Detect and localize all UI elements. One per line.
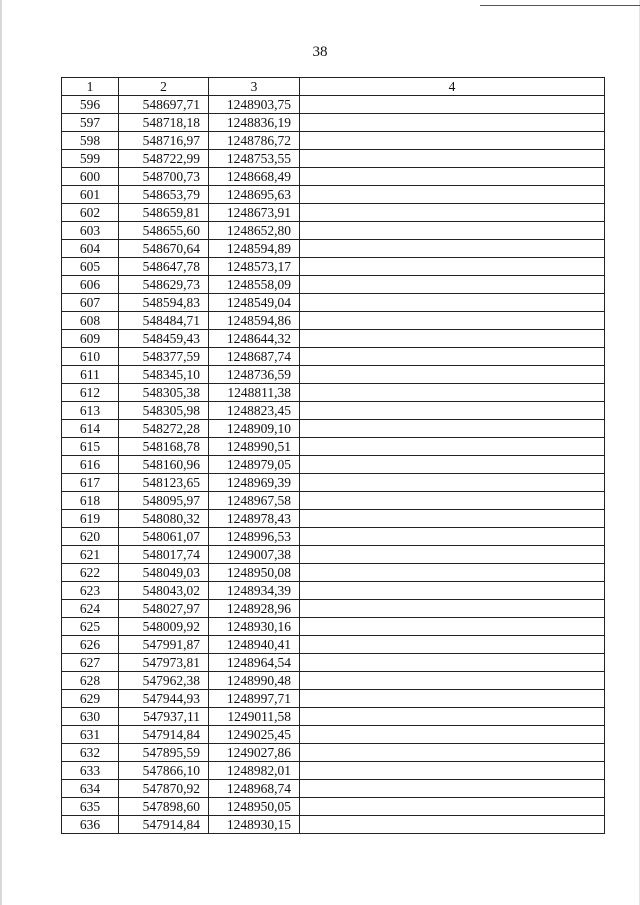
table-row [62, 564, 605, 582]
table-cell-col-3: 1248573,17 [209, 258, 300, 276]
table-cell-col-1: 617 [62, 474, 119, 492]
table-cell-col-1: 616 [62, 456, 119, 474]
table-cell-col-1: 625 [62, 618, 119, 636]
table-cell-col-3: 1248934,39 [209, 582, 300, 600]
table-cell-col-1: 635 [62, 798, 119, 816]
table-cell-col-4 [300, 150, 605, 168]
table-cell-col-4 [300, 762, 605, 780]
table-cell-col-4 [300, 492, 605, 510]
table-cell-col-1: 634 [62, 780, 119, 798]
table-cell-col-2: 547898,60 [119, 798, 209, 816]
table-cell-col-4 [300, 636, 605, 654]
table-cell-col-1: 598 [62, 132, 119, 150]
table-cell-col-1: 596 [62, 96, 119, 114]
table-row [62, 528, 605, 546]
table-cell-col-1: 632 [62, 744, 119, 762]
table-row [62, 654, 605, 672]
table-cell-col-3: 1248687,74 [209, 348, 300, 366]
table-cell-col-1: 636 [62, 816, 119, 834]
table-row [62, 240, 605, 258]
table-cell-col-2: 548484,71 [119, 312, 209, 330]
table-row [62, 744, 605, 762]
table-cell-col-4 [300, 348, 605, 366]
table-cell-col-2: 548009,92 [119, 618, 209, 636]
table-cell-col-3: 1248979,05 [209, 456, 300, 474]
table-cell-col-1: 613 [62, 402, 119, 420]
table-cell-col-4 [300, 204, 605, 222]
table-row [62, 492, 605, 510]
table-cell-col-3: 1248964,54 [209, 654, 300, 672]
table-cell-col-3: 1248940,41 [209, 636, 300, 654]
table-cell-col-4 [300, 330, 605, 348]
table-cell-col-4 [300, 366, 605, 384]
table-cell-col-4 [300, 744, 605, 762]
table-cell-col-1: 633 [62, 762, 119, 780]
table-cell-col-4 [300, 474, 605, 492]
table-cell-col-3: 1248969,39 [209, 474, 300, 492]
table-cell-col-4 [300, 510, 605, 528]
table-cell-col-1: 623 [62, 582, 119, 600]
table-cell-col-3: 1248594,89 [209, 240, 300, 258]
table-cell-col-3: 1248990,48 [209, 672, 300, 690]
table-cell-col-4 [300, 600, 605, 618]
table-cell-col-1: 628 [62, 672, 119, 690]
table-cell-col-2: 547914,84 [119, 726, 209, 744]
table-row [62, 204, 605, 222]
table-cell-col-1: 611 [62, 366, 119, 384]
table-cell-col-1: 629 [62, 690, 119, 708]
table-row [62, 798, 605, 816]
table-row [62, 420, 605, 438]
table-cell-col-4 [300, 438, 605, 456]
table-row [62, 726, 605, 744]
table-row [62, 312, 605, 330]
coordinates-table [61, 77, 605, 834]
table-cell-col-3: 1248736,59 [209, 366, 300, 384]
table-row [62, 816, 605, 834]
table-row [62, 456, 605, 474]
table-cell-col-4 [300, 528, 605, 546]
table-cell-col-3: 1248930,16 [209, 618, 300, 636]
table-row [62, 276, 605, 294]
table-row [62, 96, 605, 114]
table-row [62, 636, 605, 654]
table-cell-col-4 [300, 258, 605, 276]
table-cell-col-3: 1248990,51 [209, 438, 300, 456]
table-cell-col-4 [300, 780, 605, 798]
table-cell-col-4 [300, 672, 605, 690]
table-cell-col-2: 547944,93 [119, 690, 209, 708]
table-row [62, 132, 605, 150]
table-row [62, 402, 605, 420]
table-cell-col-2: 548629,73 [119, 276, 209, 294]
table-cell-col-2: 548095,97 [119, 492, 209, 510]
table-cell-col-3: 1248549,04 [209, 294, 300, 312]
table-cell-col-4 [300, 312, 605, 330]
table-cell-col-1: 620 [62, 528, 119, 546]
table-cell-col-1: 630 [62, 708, 119, 726]
table-cell-col-3: 1248930,15 [209, 816, 300, 834]
table-cell-col-1: 603 [62, 222, 119, 240]
table-cell-col-3: 1248668,49 [209, 168, 300, 186]
table-cell-col-4 [300, 168, 605, 186]
table-cell-col-4 [300, 726, 605, 744]
table-cell-col-1: 621 [62, 546, 119, 564]
table-cell-col-3: 1248558,09 [209, 276, 300, 294]
table-cell-col-3: 1248909,10 [209, 420, 300, 438]
table-cell-col-4 [300, 402, 605, 420]
table-row [62, 672, 605, 690]
table-cell-col-1: 599 [62, 150, 119, 168]
table-cell-col-2: 547870,92 [119, 780, 209, 798]
table-cell-col-1: 631 [62, 726, 119, 744]
table-cell-col-3: 1248968,74 [209, 780, 300, 798]
table-cell-col-4 [300, 456, 605, 474]
table-row [62, 168, 605, 186]
table-row [62, 780, 605, 798]
table-cell-col-3: 1249011,58 [209, 708, 300, 726]
table-cell-col-3: 1248811,38 [209, 384, 300, 402]
table-cell-col-1: 602 [62, 204, 119, 222]
table-cell-col-4 [300, 132, 605, 150]
column-header-1: 1 [62, 78, 119, 96]
table-cell-col-3: 1248997,71 [209, 690, 300, 708]
table-cell-col-2: 548168,78 [119, 438, 209, 456]
column-header-2: 2 [119, 78, 209, 96]
table-cell-col-2: 548377,59 [119, 348, 209, 366]
table-cell-col-2: 548594,83 [119, 294, 209, 312]
table-cell-col-4 [300, 618, 605, 636]
top-rule [480, 5, 640, 6]
table-cell-col-4 [300, 114, 605, 132]
table-cell-col-4 [300, 546, 605, 564]
table-cell-col-1: 624 [62, 600, 119, 618]
table-row [62, 600, 605, 618]
table-cell-col-1: 608 [62, 312, 119, 330]
table-cell-col-3: 1249027,86 [209, 744, 300, 762]
table-row [62, 258, 605, 276]
column-header-4: 4 [300, 78, 605, 96]
table-row [62, 222, 605, 240]
table-cell-col-2: 548659,81 [119, 204, 209, 222]
table-cell-col-3: 1249025,45 [209, 726, 300, 744]
table-cell-col-2: 548722,99 [119, 150, 209, 168]
table-row [62, 366, 605, 384]
table-row [62, 762, 605, 780]
table-cell-col-1: 615 [62, 438, 119, 456]
table-row [62, 708, 605, 726]
table-cell-col-1: 622 [62, 564, 119, 582]
table-cell-col-1: 612 [62, 384, 119, 402]
table-cell-col-4 [300, 654, 605, 672]
table-cell-col-2: 547866,10 [119, 762, 209, 780]
table-cell-col-4 [300, 690, 605, 708]
table-cell-col-2: 548700,73 [119, 168, 209, 186]
table-cell-col-1: 610 [62, 348, 119, 366]
table-cell-col-3: 1248652,80 [209, 222, 300, 240]
table-cell-col-3: 1248967,58 [209, 492, 300, 510]
table-row [62, 690, 605, 708]
table-cell-col-4 [300, 294, 605, 312]
table-cell-col-2: 548061,07 [119, 528, 209, 546]
table-row [62, 438, 605, 456]
table-cell-col-2: 547937,11 [119, 708, 209, 726]
table-row [62, 546, 605, 564]
table-row [62, 186, 605, 204]
table-cell-col-1: 604 [62, 240, 119, 258]
table-cell-col-4 [300, 708, 605, 726]
table-cell-col-3: 1248786,72 [209, 132, 300, 150]
table-cell-col-3: 1248753,55 [209, 150, 300, 168]
table-cell-col-4 [300, 186, 605, 204]
table-cell-col-2: 548655,60 [119, 222, 209, 240]
table-cell-col-2: 547991,87 [119, 636, 209, 654]
table-cell-col-2: 548647,78 [119, 258, 209, 276]
table-cell-col-3: 1248673,91 [209, 204, 300, 222]
table-cell-col-3: 1248823,45 [209, 402, 300, 420]
table-row [62, 114, 605, 132]
table-row [62, 348, 605, 366]
table-cell-col-1: 627 [62, 654, 119, 672]
table-cell-col-3: 1248594,86 [209, 312, 300, 330]
table-cell-col-3: 1248982,01 [209, 762, 300, 780]
table-row [62, 618, 605, 636]
table-header-row [62, 78, 605, 96]
table-cell-col-1: 626 [62, 636, 119, 654]
table-cell-col-4 [300, 798, 605, 816]
table-cell-col-1: 600 [62, 168, 119, 186]
table-row [62, 474, 605, 492]
table-row [62, 150, 605, 168]
table-body [62, 96, 605, 834]
table-cell-col-3: 1249007,38 [209, 546, 300, 564]
table-cell-col-2: 548653,79 [119, 186, 209, 204]
table-cell-col-4 [300, 240, 605, 258]
table-cell-col-1: 609 [62, 330, 119, 348]
table-cell-col-2: 548670,64 [119, 240, 209, 258]
table-row [62, 582, 605, 600]
table-row [62, 510, 605, 528]
table-cell-col-2: 548123,65 [119, 474, 209, 492]
table-cell-col-3: 1248928,96 [209, 600, 300, 618]
table-cell-col-2: 548272,28 [119, 420, 209, 438]
table-cell-col-3: 1248996,53 [209, 528, 300, 546]
table-cell-col-2: 548459,43 [119, 330, 209, 348]
table-row [62, 330, 605, 348]
table-cell-col-2: 548017,74 [119, 546, 209, 564]
table-cell-col-1: 618 [62, 492, 119, 510]
table-cell-col-2: 548305,38 [119, 384, 209, 402]
table-cell-col-1: 614 [62, 420, 119, 438]
table-cell-col-1: 601 [62, 186, 119, 204]
table-cell-col-4 [300, 96, 605, 114]
table-cell-col-3: 1248978,43 [209, 510, 300, 528]
table-cell-col-2: 547973,81 [119, 654, 209, 672]
table-cell-col-2: 548697,71 [119, 96, 209, 114]
table-cell-col-3: 1248836,19 [209, 114, 300, 132]
table-cell-col-2: 547962,38 [119, 672, 209, 690]
table-cell-col-2: 547895,59 [119, 744, 209, 762]
table-cell-col-2: 547914,84 [119, 816, 209, 834]
table-cell-col-3: 1248950,08 [209, 564, 300, 582]
table-cell-col-2: 548080,32 [119, 510, 209, 528]
table-cell-col-4 [300, 276, 605, 294]
table-cell-col-1: 597 [62, 114, 119, 132]
table-cell-col-4 [300, 582, 605, 600]
table-cell-col-2: 548043,02 [119, 582, 209, 600]
table-cell-col-2: 548305,98 [119, 402, 209, 420]
table-cell-col-4 [300, 420, 605, 438]
table-cell-col-1: 606 [62, 276, 119, 294]
table-row [62, 294, 605, 312]
column-header-3: 3 [209, 78, 300, 96]
table-cell-col-2: 548027,97 [119, 600, 209, 618]
table-row [62, 384, 605, 402]
table-cell-col-3: 1248695,63 [209, 186, 300, 204]
table-cell-col-2: 548345,10 [119, 366, 209, 384]
table-cell-col-3: 1248903,75 [209, 96, 300, 114]
table-cell-col-4 [300, 564, 605, 582]
table-cell-col-4 [300, 222, 605, 240]
page-number: 38 [312, 44, 328, 60]
table-cell-col-4 [300, 816, 605, 834]
table-cell-col-1: 607 [62, 294, 119, 312]
table-cell-col-1: 619 [62, 510, 119, 528]
table-cell-col-2: 548718,18 [119, 114, 209, 132]
table-cell-col-3: 1248950,05 [209, 798, 300, 816]
table-cell-col-3: 1248644,32 [209, 330, 300, 348]
table-cell-col-2: 548049,03 [119, 564, 209, 582]
table-cell-col-4 [300, 384, 605, 402]
scan-left-edge [0, 0, 2, 905]
table-cell-col-2: 548160,96 [119, 456, 209, 474]
table-cell-col-2: 548716,97 [119, 132, 209, 150]
table-cell-col-1: 605 [62, 258, 119, 276]
